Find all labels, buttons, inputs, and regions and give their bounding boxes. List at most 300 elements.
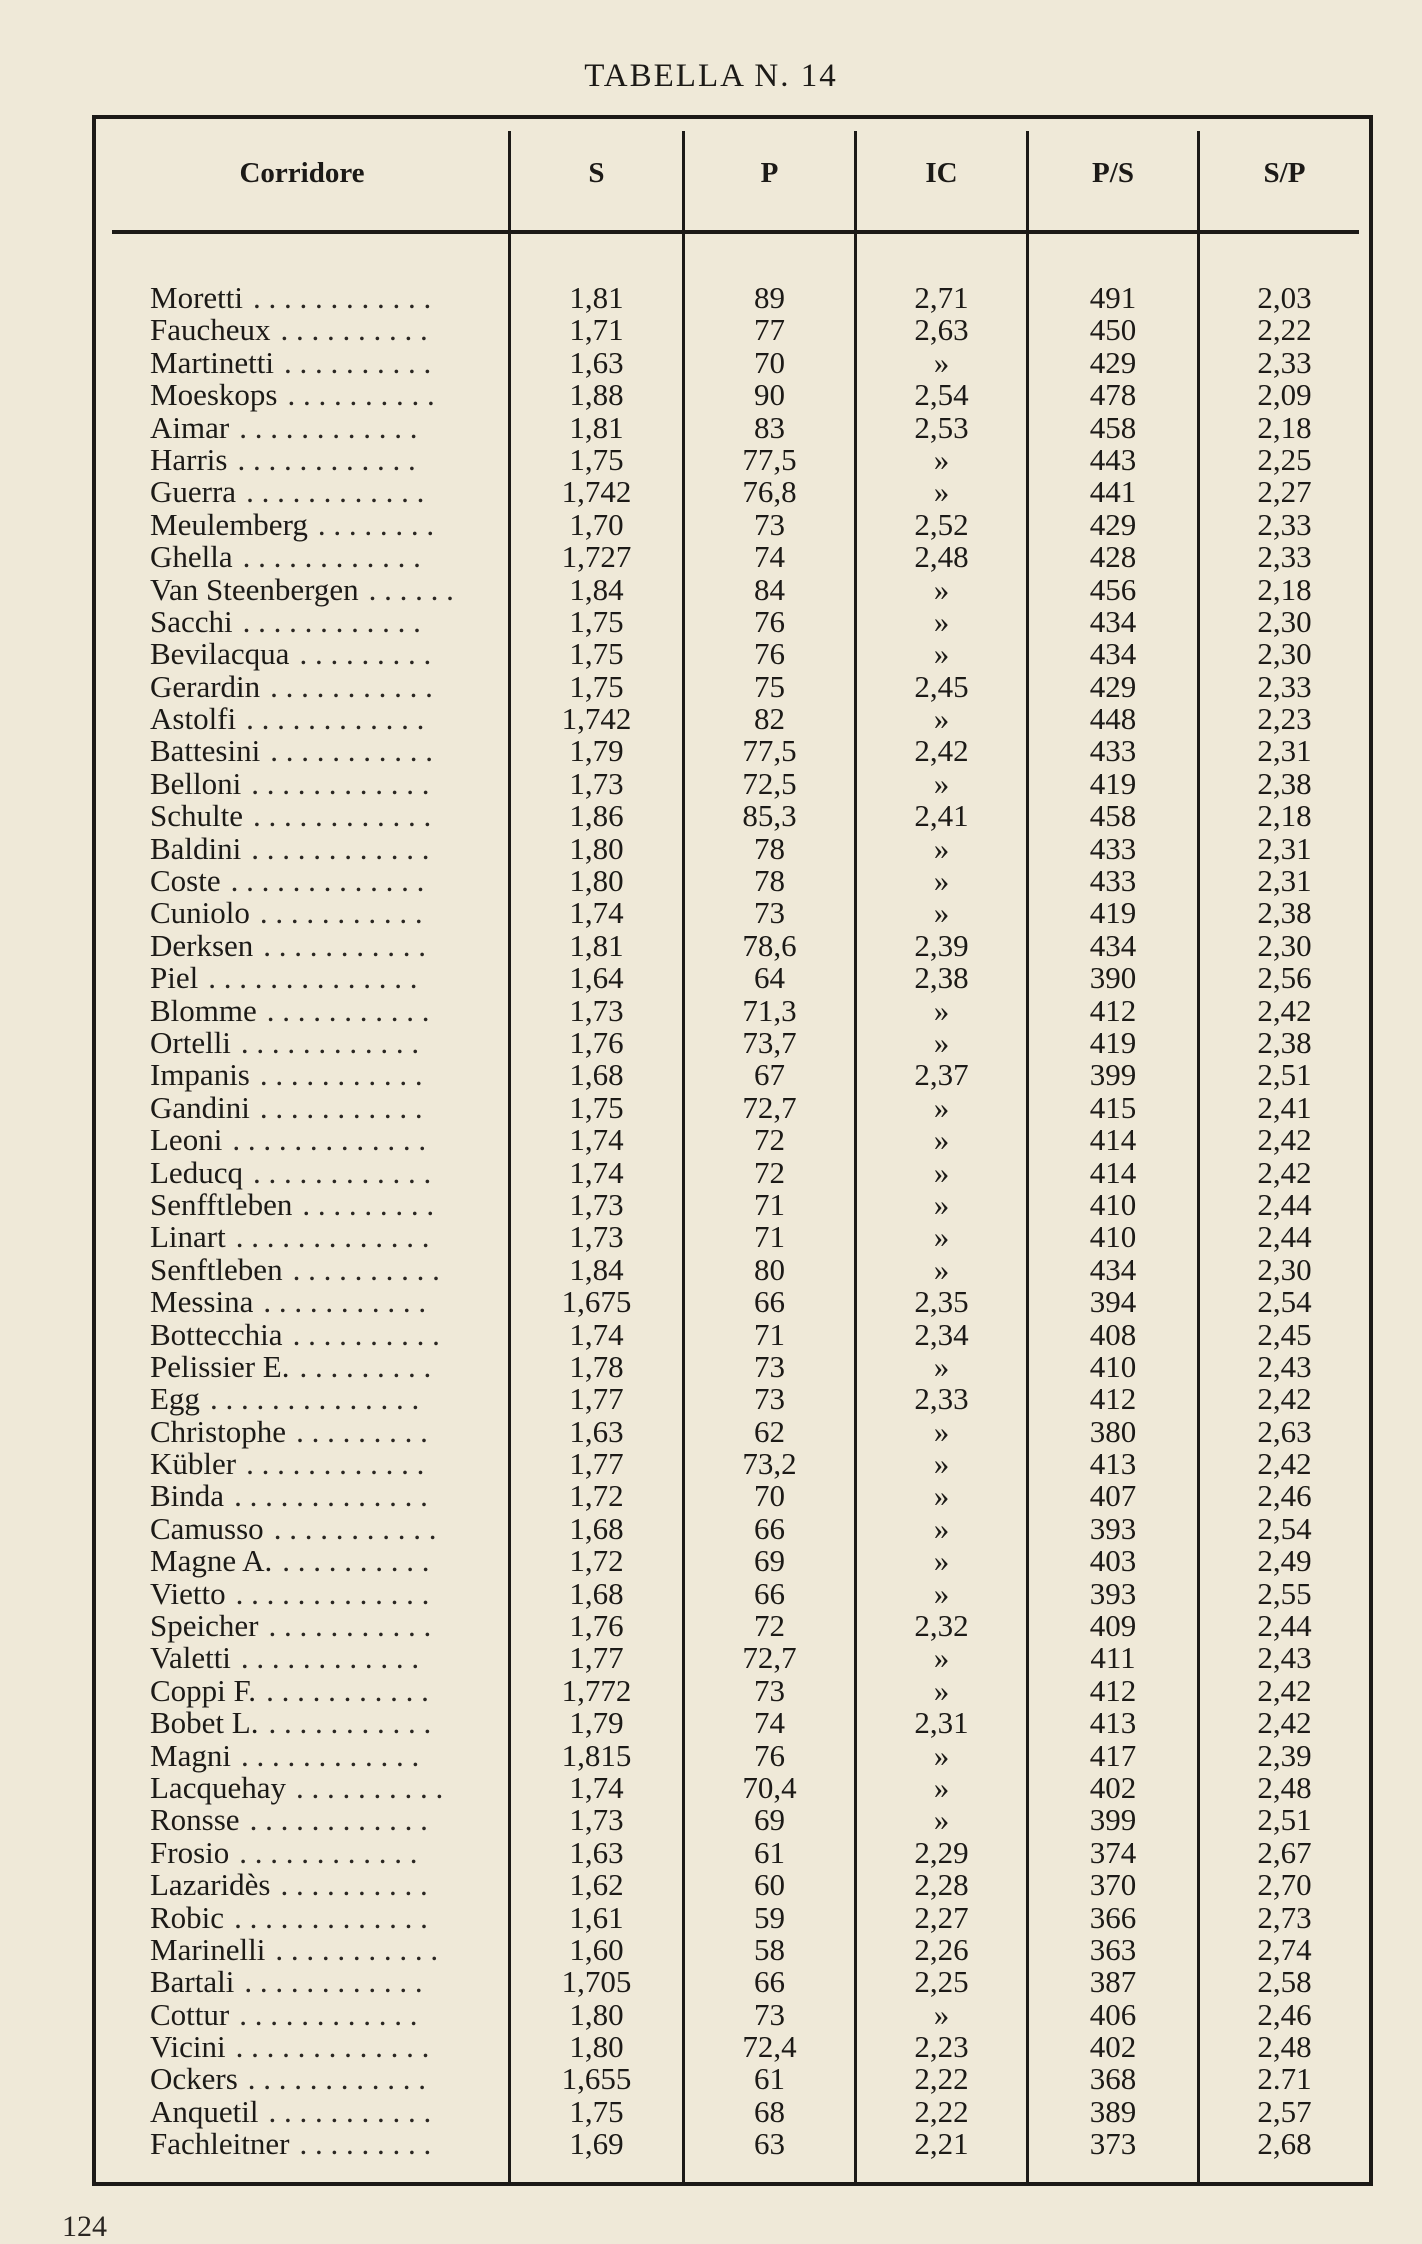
cell-p-s: 409: [1089, 1608, 1137, 1644]
cell-ic: »: [933, 1154, 950, 1190]
cell-p: 77: [754, 312, 785, 348]
cell-s: 1,76: [569, 1024, 624, 1060]
cell-s: 1,72: [569, 1478, 624, 1514]
cell-s-p: 2,38: [1257, 765, 1312, 801]
cell-s-p: 2,49: [1257, 1543, 1312, 1579]
cell-ic: 2,34: [914, 1316, 969, 1352]
leader-dots: . . . . . . . . . .: [280, 312, 428, 348]
cell-s-p: 2,42: [1257, 1122, 1312, 1158]
cell-s: 1,63: [569, 1413, 624, 1449]
cell-corridore: Faucheux: [150, 312, 271, 348]
cell-s: 1,73: [569, 992, 624, 1028]
cell-s: 1,772: [561, 1672, 632, 1708]
leader-dots: . . . . . . . . .: [299, 1348, 432, 1384]
cell-p: 82: [754, 701, 785, 737]
leader-dots: . . . . . . . . . . . . .: [230, 863, 425, 899]
table-row: [96, 2031, 1369, 2063]
cell-p: 64: [754, 960, 785, 996]
cell-p: 73: [754, 1996, 785, 2032]
cell-s-p: 2,48: [1257, 1769, 1312, 1805]
cell-ic: »: [933, 1575, 950, 1611]
cell-s: 1,80: [569, 1996, 624, 2032]
cell-corridore: Bevilacqua: [150, 636, 290, 672]
cell-p-s: 478: [1089, 377, 1137, 413]
leader-dots: . . . . . . . . . . . . .: [234, 1899, 428, 1935]
table-row: [96, 1737, 1369, 1773]
cell-p-s: 394: [1089, 1284, 1137, 1320]
header-s-p: S/P: [1263, 157, 1306, 189]
cell-corridore: Battesini: [150, 733, 261, 769]
cell-p-s: 456: [1089, 571, 1137, 607]
cell-p: 73: [754, 1381, 785, 1417]
cell-p: 71: [754, 1316, 785, 1352]
cell-ic: »: [933, 830, 950, 866]
cell-s: 1,79: [569, 733, 624, 769]
cell-s: 1,75: [569, 668, 624, 704]
cell-s-p: 2,38: [1257, 895, 1312, 931]
cell-p-s: 458: [1089, 409, 1137, 445]
cell-p: 66: [754, 1964, 785, 2000]
cell-corridore: Lazaridès: [150, 1867, 271, 1903]
header-corridore: Corridore: [239, 157, 365, 189]
cell-p-s: 429: [1089, 668, 1137, 704]
cell-s: 1,75: [569, 441, 624, 477]
cell-p: 84: [754, 571, 785, 607]
cell-p-s: 403: [1089, 1543, 1137, 1579]
cell-ic: »: [933, 765, 950, 801]
leader-dots: . . . . . . . . . . . .: [240, 1640, 420, 1676]
cell-s-p: 2,18: [1257, 409, 1312, 445]
cell-s: 1,74: [569, 1122, 624, 1158]
cell-ic: »: [933, 1510, 950, 1546]
cell-ic: 2,53: [914, 409, 969, 445]
cell-ic: 2,37: [914, 1057, 969, 1093]
cell-s-p: 2,22: [1257, 312, 1312, 348]
leader-dots: . . . . . . . . . . .: [266, 1672, 429, 1708]
cell-p: 66: [754, 1575, 785, 1611]
leader-dots: . . . . . . . . .: [302, 1186, 435, 1222]
cell-s-p: 2,39: [1257, 1737, 1312, 1773]
table-row: [96, 703, 1369, 735]
cell-corridore: Pelissier E.: [150, 1348, 290, 1384]
cell-ic: 2,23: [914, 2029, 969, 2065]
leader-dots: . . . . . . . . . .: [282, 1543, 430, 1579]
cell-p: 72: [754, 1154, 785, 1190]
cell-s: 1,80: [569, 830, 624, 866]
cell-s: 1,84: [569, 571, 624, 607]
leader-dots: . . . . . .: [368, 571, 454, 607]
cell-s: 1,60: [569, 1931, 624, 1967]
leader-dots: . . . . . . . . . . . .: [239, 409, 418, 445]
leader-dots: . . . . . . . . . . . .: [240, 1737, 420, 1773]
table-row: [96, 1672, 1369, 1708]
table-row: [96, 1024, 1369, 1060]
cell-p-s: 433: [1089, 733, 1137, 769]
cell-p: 71: [754, 1186, 785, 1222]
cell-s: 1,74: [569, 1316, 624, 1352]
cell-p: 76: [754, 636, 785, 672]
cell-corridore: Binda: [150, 1478, 225, 1514]
cell-p: 72,7: [742, 1640, 797, 1676]
cell-p: 77,5: [742, 441, 797, 477]
cell-s: 1,742: [561, 474, 632, 510]
leader-dots: . . . . . . . . . . . .: [239, 1834, 418, 1870]
cell-p-s: 491: [1089, 280, 1137, 315]
cell-corridore: Vicini: [150, 2029, 226, 2065]
table-row: [96, 1899, 1369, 1935]
table-row: [96, 962, 1369, 994]
cell-s-p: 2,33: [1257, 506, 1312, 542]
cell-ic: 2,35: [914, 1284, 969, 1320]
leader-dots: . . . . . . . . . . .: [259, 895, 423, 931]
table-row: [96, 1480, 1369, 1512]
cell-s-p: 2,30: [1257, 636, 1312, 672]
table-row: [96, 668, 1369, 704]
cell-s-p: 2,45: [1257, 1316, 1312, 1352]
table-row: [96, 1642, 1369, 1674]
cell-p: 72,5: [742, 765, 797, 801]
leader-dots: . . . . . . . . . . . .: [246, 1446, 425, 1482]
cell-ic: »: [933, 1089, 950, 1125]
cell-ic: »: [933, 701, 950, 737]
cell-p-s: 410: [1089, 1219, 1137, 1255]
cell-p: 61: [754, 2061, 785, 2097]
cell-s: 1,75: [569, 1089, 624, 1125]
cell-p: 76: [754, 1737, 785, 1773]
cell-p: 74: [754, 1705, 785, 1741]
leader-dots: . . . . . . . . . . . .: [246, 701, 425, 737]
table-row: [96, 2063, 1369, 2095]
table-row: [96, 1869, 1369, 1901]
cell-p-s: 443: [1089, 441, 1137, 477]
table-row: [96, 1834, 1369, 1870]
cell-p-s: 399: [1089, 1057, 1137, 1093]
cell-p: 70: [754, 344, 785, 380]
table-row: [96, 282, 1369, 314]
cell-p-s: 368: [1089, 2061, 1137, 2097]
cell-p: 61: [754, 1834, 785, 1870]
leader-dots: . . . . . . . . . .: [295, 1769, 444, 1805]
cell-p: 78,6: [742, 927, 797, 963]
cell-p: 66: [754, 1510, 785, 1546]
cell-corridore: Leducq: [150, 1154, 243, 1190]
leader-dots: . . . . . . . . . . . .: [253, 280, 432, 315]
leader-dots: . . . . . . . . . .: [292, 1316, 440, 1352]
cell-p-s: 417: [1089, 1737, 1137, 1773]
cell-ic: »: [933, 1122, 950, 1158]
table-row: [96, 1413, 1369, 1449]
cell-p: 73: [754, 1672, 785, 1708]
table-row: [96, 927, 1369, 963]
cell-s-p: 2,30: [1257, 603, 1312, 639]
cell-s-p: 2,74: [1257, 1931, 1312, 1967]
header-ic: IC: [925, 157, 958, 189]
cell-s-p: 2,25: [1257, 441, 1312, 477]
cell-p-s: 402: [1089, 1769, 1137, 1805]
leader-dots: . . . . . . . . . . .: [270, 733, 433, 769]
cell-s-p: 2,33: [1257, 539, 1312, 575]
cell-ic: »: [933, 344, 950, 380]
cell-ic: 2,27: [914, 1899, 969, 1935]
cell-corridore: Meulemberg: [150, 506, 308, 542]
cell-p: 75: [754, 668, 785, 704]
leader-dots: . . . . . . . . . . . .: [251, 830, 430, 866]
cell-s: 1,84: [569, 1251, 624, 1287]
cell-p: 66: [754, 1284, 785, 1320]
cell-s-p: 2,44: [1257, 1186, 1312, 1222]
leader-dots: . . . . . . . . . .: [283, 344, 432, 380]
cell-s-p: 2,09: [1257, 377, 1312, 413]
table-row: [96, 1966, 1369, 1998]
cell-ic: 2,29: [914, 1834, 969, 1870]
table-row: [96, 1383, 1369, 1415]
cell-ic: »: [933, 636, 950, 672]
table-row: [96, 409, 1369, 445]
cell-corridore: Anquetil: [150, 2093, 259, 2129]
cell-s-p: 2,43: [1257, 1640, 1312, 1676]
cell-corridore: Ockers: [150, 2061, 238, 2097]
cell-s-p: 2,63: [1257, 1413, 1312, 1449]
cell-corridore: Gerardin: [150, 668, 261, 704]
cell-ic: »: [933, 474, 950, 510]
cell-s: 1,705: [561, 1964, 632, 2000]
cell-ic: »: [933, 1996, 950, 2032]
table-row: [96, 1286, 1369, 1318]
cell-corridore: Linart: [150, 1219, 226, 1255]
leader-dots: . . . . . . . . . . . .: [251, 765, 430, 801]
cell-s: 1,70: [569, 506, 624, 542]
cell-ic: 2,32: [914, 1608, 969, 1644]
cell-s: 1,76: [569, 1608, 624, 1644]
cell-ic: 2,22: [914, 2061, 969, 2097]
cell-ic: 2,21: [914, 2126, 969, 2162]
cell-s-p: 2.71: [1257, 2061, 1312, 2097]
cell-p-s: 415: [1089, 1089, 1137, 1125]
table-row: [96, 1348, 1369, 1384]
table-row: [96, 1154, 1369, 1190]
cell-p: 83: [754, 409, 785, 445]
leader-dots: . . . . . . . . . . . . .: [235, 1219, 430, 1255]
cell-corridore: Astolfi: [150, 701, 237, 737]
cell-p-s: 429: [1089, 506, 1137, 542]
cell-corridore: Ghella: [150, 539, 233, 575]
cell-corridore: Moretti: [150, 280, 243, 315]
cell-s: 1,77: [569, 1446, 624, 1482]
cell-ic: »: [933, 603, 950, 639]
cell-p: 73,2: [742, 1446, 797, 1482]
cell-s: 1,80: [569, 2029, 624, 2065]
cell-ic: 2,26: [914, 1931, 969, 1967]
table-row: [96, 1221, 1369, 1253]
cell-ic: 2,71: [914, 280, 969, 315]
cell-s-p: 2,58: [1257, 1964, 1312, 2000]
cell-corridore: Robic: [150, 1899, 225, 1935]
cell-corridore: Cottur: [150, 1996, 230, 2032]
leader-dots: . . . . . . . . . .: [280, 1867, 428, 1903]
cell-ic: »: [933, 1219, 950, 1255]
cell-corridore: Messina: [150, 1284, 254, 1320]
table-row: [96, 765, 1369, 801]
cell-s-p: 2,31: [1257, 863, 1312, 899]
cell-p: 77,5: [742, 733, 797, 769]
cell-s: 1,73: [569, 1802, 624, 1838]
cell-corridore: Fachleitner: [150, 2126, 290, 2162]
cell-corridore: Magni: [150, 1737, 231, 1773]
cell-s-p: 2,68: [1257, 2126, 1312, 2162]
table-row: [96, 476, 1369, 508]
cell-ic: »: [933, 1348, 950, 1384]
cell-p: 68: [754, 2093, 785, 2129]
cell-ic: 2,31: [914, 1705, 969, 1741]
table-row: [96, 1251, 1369, 1287]
table-row: [96, 1089, 1369, 1125]
cell-ic: 2,28: [914, 1867, 969, 1903]
table-row: [96, 506, 1369, 542]
cell-s: 1,73: [569, 765, 624, 801]
leader-dots: . . . . . . . . . . . .: [253, 798, 432, 834]
cell-p: 73: [754, 1348, 785, 1384]
leader-dots: . . . . . . . . . . . .: [237, 441, 416, 477]
cell-p-s: 373: [1089, 2126, 1137, 2162]
cell-s-p: 2,42: [1257, 1381, 1312, 1417]
cell-corridore: Gandini: [150, 1089, 250, 1125]
data-table: [92, 115, 1373, 2186]
cell-corridore: Van Steenbergen: [150, 571, 359, 607]
cell-ic: »: [933, 1251, 950, 1287]
leader-dots: . . . . . . . . . . . . .: [235, 1575, 430, 1611]
cell-s-p: 2,33: [1257, 344, 1312, 380]
cell-ic: »: [933, 1543, 950, 1579]
leader-dots: . . . . . . . . . . . . .: [234, 1478, 428, 1514]
cell-p-s: 428: [1089, 539, 1137, 575]
leader-dots: . . . . . . . . . . . .: [239, 1996, 418, 2032]
table-row: [96, 1707, 1369, 1739]
cell-s: 1,742: [561, 701, 632, 737]
table-row: [96, 1996, 1369, 2032]
leader-dots: . . . . . . . . . . . .: [249, 1802, 428, 1838]
cell-p-s: 393: [1089, 1510, 1137, 1546]
leader-dots: . . . . . . . . . .: [287, 377, 435, 413]
cell-s: 1,86: [569, 798, 624, 834]
cell-corridore: Schulte: [150, 798, 243, 834]
cell-p: 72,4: [742, 2029, 797, 2065]
cell-p: 89: [754, 280, 785, 315]
cell-s-p: 2,30: [1257, 927, 1312, 963]
cell-p: 80: [754, 1251, 785, 1287]
cell-corridore: Baldini: [150, 830, 242, 866]
cell-corridore: Guerra: [150, 474, 237, 510]
cell-p: 69: [754, 1543, 785, 1579]
cell-s-p: 2,67: [1257, 1834, 1312, 1870]
cell-ic: »: [933, 1802, 950, 1838]
cell-p: 58: [754, 1931, 785, 1967]
cell-ic: »: [933, 1640, 950, 1676]
cell-ic: 2,39: [914, 927, 969, 963]
leader-dots: . . . . . . . . . . . .: [244, 1964, 423, 2000]
cell-p: 73,7: [742, 1024, 797, 1060]
cell-s: 1,88: [569, 377, 624, 413]
cell-s-p: 2,03: [1257, 280, 1312, 315]
cell-p-s: 448: [1089, 701, 1137, 737]
cell-ic: 2,52: [914, 506, 969, 542]
leader-dots: . . . . . . . . . . . .: [247, 2061, 427, 2097]
cell-s-p: 2,46: [1257, 1478, 1312, 1514]
leader-dots: . . . . . . . . . . .: [273, 1510, 437, 1546]
cell-p-s: 412: [1089, 992, 1137, 1028]
cell-s-p: 2,48: [1257, 2029, 1312, 2065]
cell-s-p: 2,41: [1257, 1089, 1312, 1125]
cell-corridore: Harris: [150, 441, 228, 477]
cell-corridore: Ronsse: [150, 1802, 240, 1838]
cell-p-s: 414: [1089, 1154, 1137, 1190]
cell-s: 1,68: [569, 1510, 624, 1546]
leader-dots: . . . . . . . . . . .: [266, 992, 430, 1028]
cell-ic: »: [933, 895, 950, 931]
cell-p-s: 393: [1089, 1575, 1137, 1611]
cell-p: 78: [754, 863, 785, 899]
leader-dots: . . . . . . . . .: [299, 2126, 432, 2162]
cell-p-s: 434: [1089, 603, 1137, 639]
cell-s: 1,72: [569, 1543, 624, 1579]
cell-p-s: 389: [1089, 2093, 1137, 2129]
cell-s-p: 2,51: [1257, 1057, 1312, 1093]
cell-s-p: 2,57: [1257, 2093, 1312, 2129]
table-row: [96, 1316, 1369, 1352]
cell-s: 1,80: [569, 863, 624, 899]
cell-ic: »: [933, 1769, 950, 1805]
cell-ic: »: [933, 1446, 950, 1482]
cell-p-s: 366: [1089, 1899, 1137, 1935]
cell-ic: 2,33: [914, 1381, 969, 1417]
cell-s-p: 2,54: [1257, 1284, 1312, 1320]
leader-dots: . . . . . . . . . . . . . .: [209, 1381, 420, 1417]
cell-ic: »: [933, 441, 950, 477]
leader-dots: . . . . . . . . . . . . .: [235, 2029, 430, 2065]
cell-s: 1,61: [569, 1899, 624, 1935]
cell-p-s: 406: [1089, 1996, 1137, 2032]
cell-p-s: 411: [1090, 1640, 1136, 1676]
header-s: S: [588, 157, 605, 189]
leader-dots: . . . . . . . . . . .: [263, 927, 427, 963]
cell-ic: »: [933, 1672, 950, 1708]
table-row: [96, 897, 1369, 929]
cell-s: 1,69: [569, 2126, 624, 2162]
cell-s: 1,73: [569, 1186, 624, 1222]
cell-corridore: Derksen: [150, 927, 254, 963]
cell-ic: »: [933, 863, 950, 899]
cell-s-p: 2,70: [1257, 1867, 1312, 1903]
cell-s-p: 2,54: [1257, 1510, 1312, 1546]
cell-p: 76: [754, 603, 785, 639]
cell-s: 1,77: [569, 1640, 624, 1676]
cell-s-p: 2,42: [1257, 992, 1312, 1028]
header-p: P: [760, 157, 779, 189]
cell-corridore: Valetti: [150, 1640, 231, 1676]
cell-corridore: Senftleben: [150, 1251, 283, 1287]
cell-corridore: Blomme: [150, 992, 257, 1028]
cell-corridore: Egg: [150, 1381, 200, 1417]
cell-corridore: Vietto: [150, 1575, 226, 1611]
cell-corridore: Speicher: [150, 1608, 259, 1644]
cell-corridore: Camusso: [150, 1510, 264, 1546]
cell-s: 1,74: [569, 1769, 624, 1805]
cell-corridore: Magne A.: [150, 1543, 273, 1579]
leader-dots: . . . . . . . . . . .: [268, 1705, 432, 1741]
cell-s: 1,655: [561, 2061, 632, 2097]
table-row: [96, 992, 1369, 1028]
leader-dots: . . . . . . . . . . .: [275, 1931, 439, 1967]
cell-corridore: Frosio: [150, 1834, 230, 1870]
